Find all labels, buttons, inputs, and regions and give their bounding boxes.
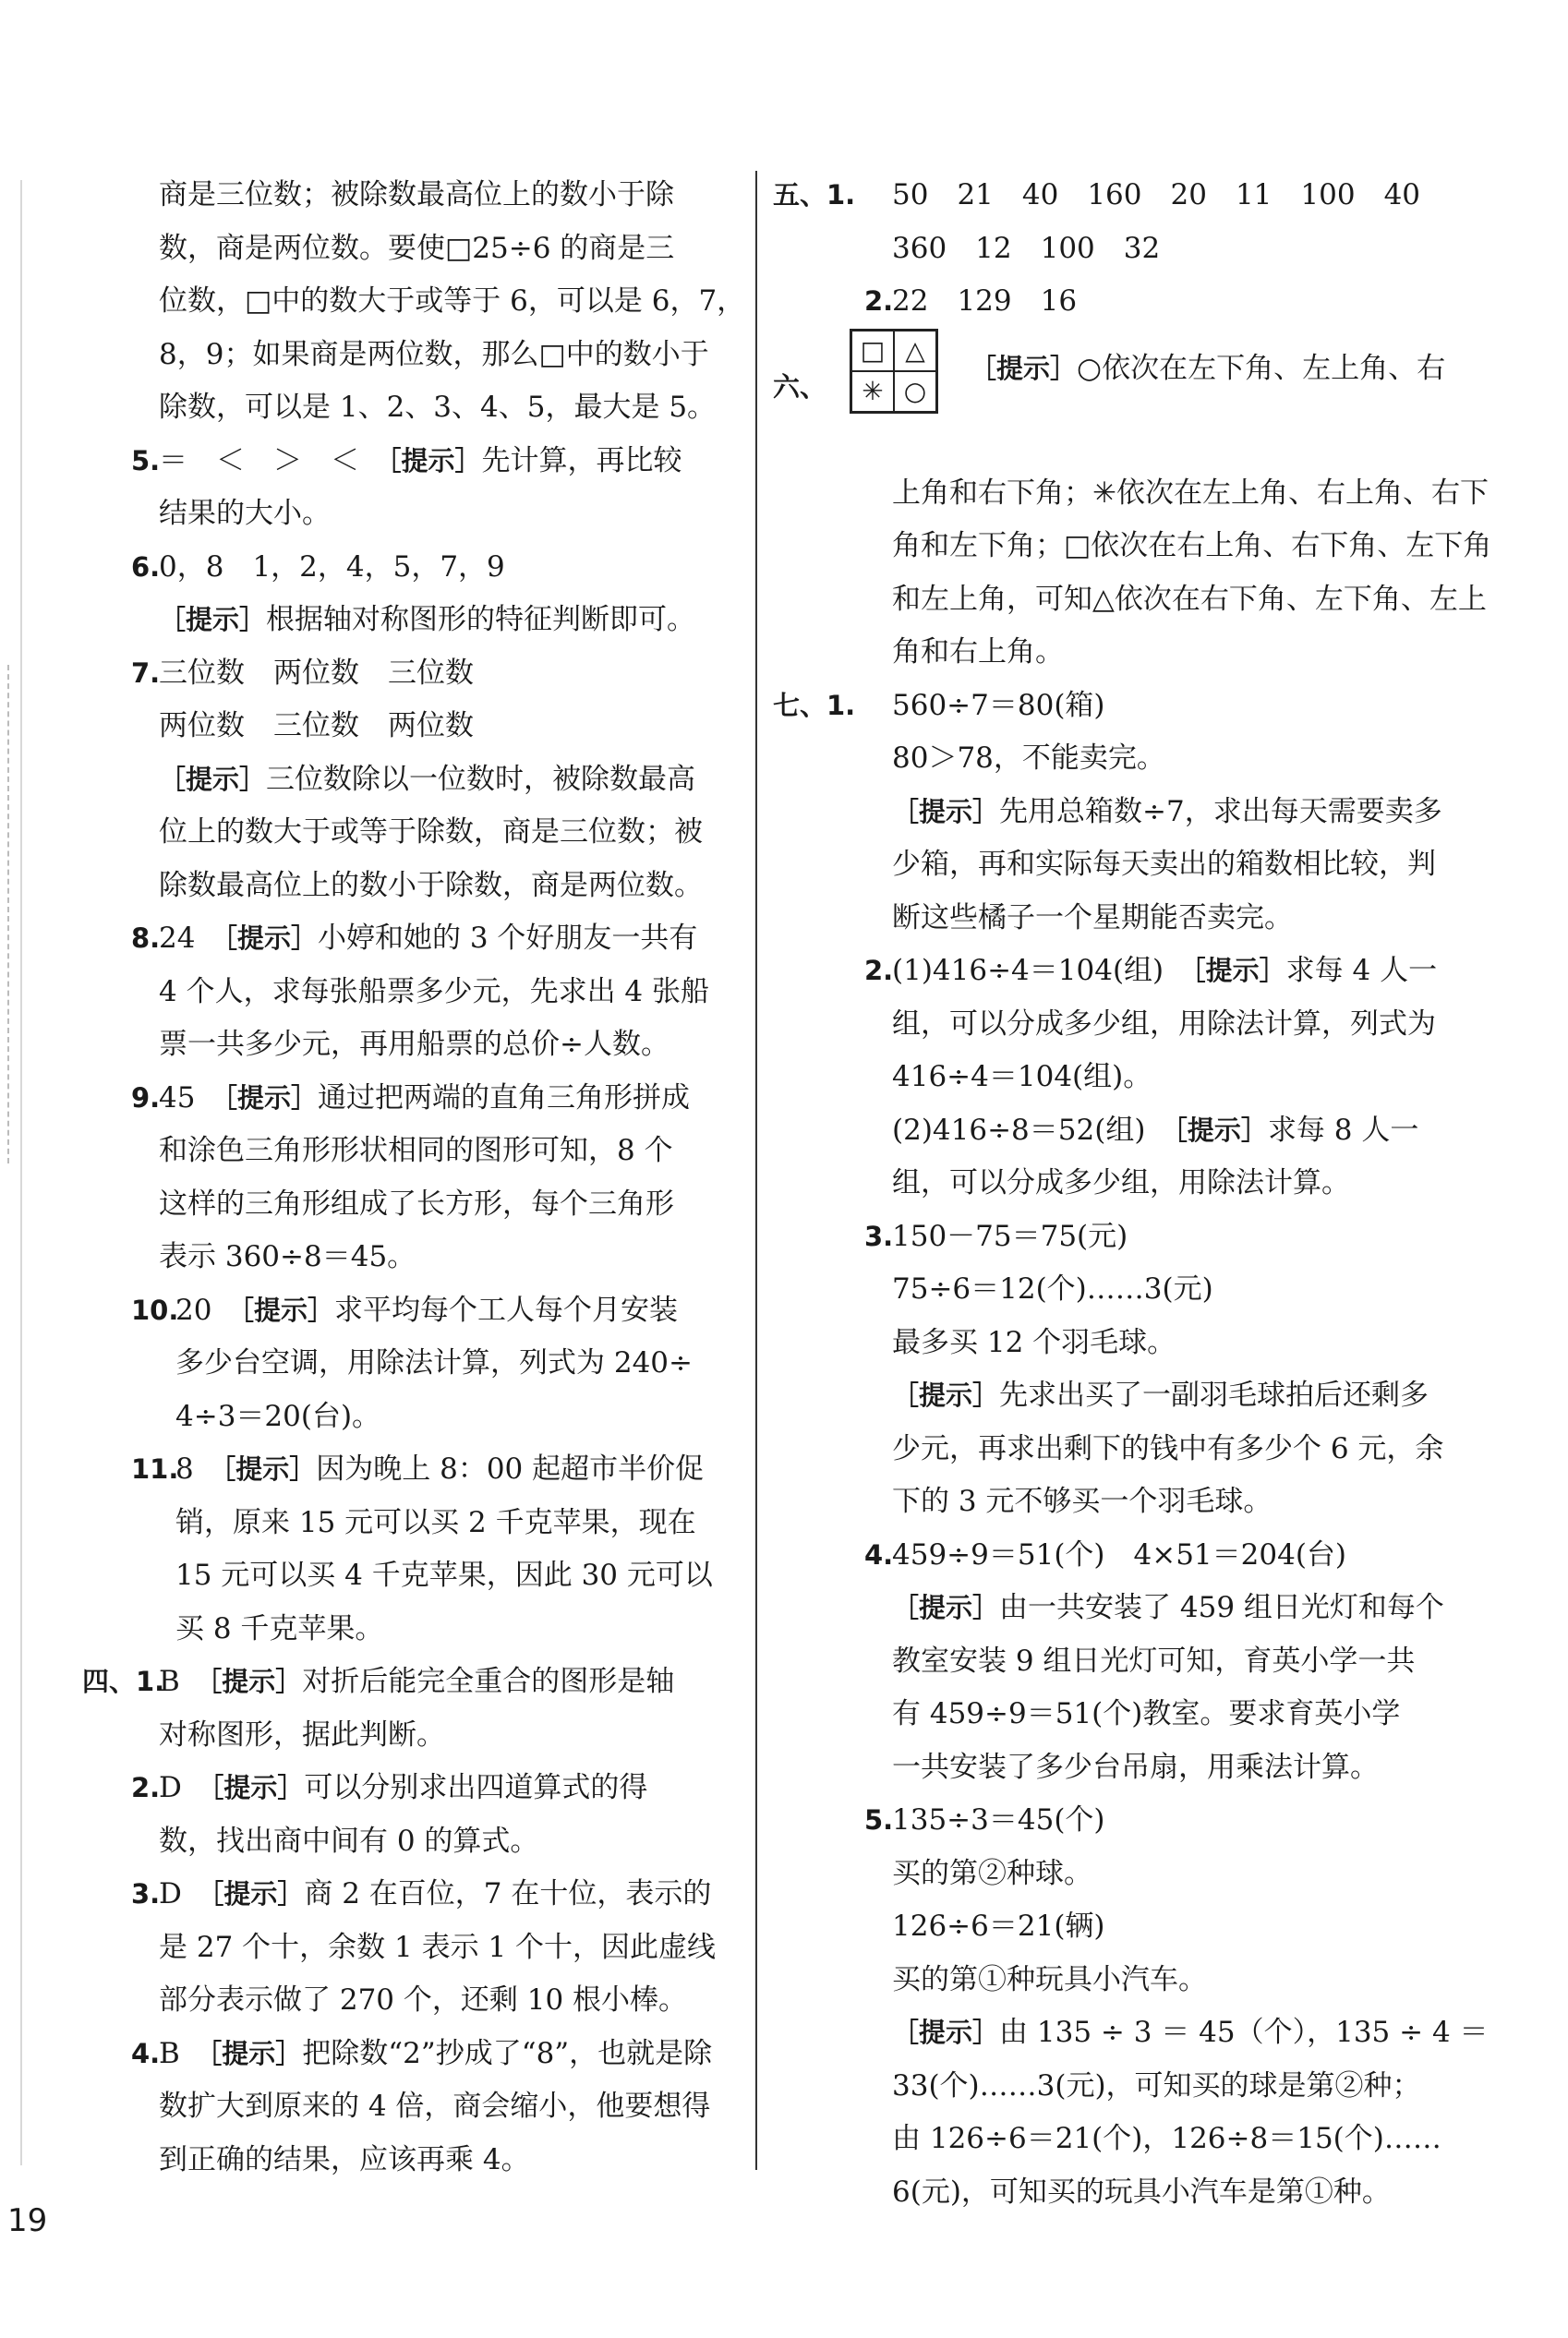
line-text: 部分表示做了 270 个，还剩 10 根小棒。 (159, 1983, 688, 2017)
line-content (892, 732, 1165, 786)
line-content (159, 1815, 538, 1869)
line-content (159, 1762, 647, 1815)
line-content (159, 2134, 530, 2187)
text-line (106, 1922, 734, 1975)
hint-label: ［提示］ (970, 352, 1078, 384)
line-text: 求每 4 人一 (1285, 954, 1438, 987)
line-text: 先计算，再比较 (481, 443, 682, 477)
line-text: 数，商是两位数。要使□25÷6 的商是三 (159, 231, 675, 265)
line-content (892, 1635, 1415, 1689)
text-line (790, 1317, 1464, 1370)
text-line (790, 1582, 1464, 1635)
binding-dashed-line (7, 665, 9, 1163)
line-text: 数，找出商中间有 0 的算式。 (159, 1824, 539, 1858)
grid-symbol: ✳ (851, 371, 894, 412)
grid-symbol: ○ (894, 371, 936, 412)
text-line (106, 1391, 734, 1444)
text-line (790, 838, 1464, 892)
line-content (892, 1582, 1444, 1635)
line-text: 表示 360÷8＝45。 (159, 1240, 416, 1273)
line-content (892, 1211, 1128, 1264)
text-line (106, 2080, 734, 2134)
line-content (892, 680, 1105, 733)
line-content (892, 1263, 1213, 1317)
line-content (175, 1284, 678, 1338)
right-column (773, 169, 1492, 2219)
text-line (106, 1125, 734, 1178)
line-content (159, 1072, 690, 1126)
text-line (106, 1018, 734, 1072)
text-line (790, 1688, 1464, 1741)
text-line (106, 912, 734, 966)
text-line (790, 786, 1464, 839)
line-content (892, 1104, 1418, 1158)
line-content (892, 838, 1436, 892)
text-line (106, 1603, 734, 1657)
text-line (106, 860, 734, 913)
line-text: 由 126÷6＝21(个)，126÷8＝15(个)…… (892, 2122, 1441, 2155)
line-text: 80＞78，不能卖完。 (892, 741, 1165, 775)
line-text: 商 2 在百位，7 在十位，表示的 (304, 1877, 712, 1910)
line-text: 560÷7＝80(箱) (892, 688, 1105, 722)
text-line (773, 680, 1464, 733)
line-text: 因为晚上 8：00 起超市半价促 (316, 1452, 705, 1486)
line-text: (1)416÷4＝104(组) (892, 954, 1193, 987)
text-line (106, 435, 734, 488)
text-line (106, 1178, 734, 1232)
text-line (106, 381, 734, 435)
line-content (175, 1337, 693, 1391)
text-line (790, 2060, 1464, 2114)
line-text: ＝ ＜ ＞ ＜ (159, 443, 388, 477)
line-content (159, 1178, 674, 1232)
hint-label: ［提示］ (223, 922, 318, 954)
hint-label: ［提示］ (240, 1294, 334, 1326)
item-number: 6. (131, 550, 161, 583)
line-text: 少箱，再和实际每天卖出的箱数相比较，判 (892, 848, 1436, 881)
hint-label: ［提示］ (222, 1453, 317, 1485)
line-text: 最多买 12 个羽毛球。 (892, 1325, 1176, 1359)
line-content (892, 1423, 1443, 1476)
text-line (106, 1072, 734, 1126)
text-line (790, 520, 1492, 573)
line-text: 买 8 千克苹果。 (175, 1611, 384, 1645)
line-content (892, 2113, 1441, 2166)
text-line (106, 806, 734, 860)
text-line (106, 1815, 734, 1869)
line-content (159, 1125, 673, 1178)
text-line (790, 945, 1464, 998)
text-line (106, 1709, 734, 1763)
line-text: 33(个)……3(元)，可知买的球是第②种； (892, 2068, 1421, 2103)
line-text: 角和左下角；□依次在右上角、右下角、左下角 (892, 529, 1492, 562)
text-line (790, 1369, 1464, 1423)
line-content (892, 786, 1442, 839)
line-content (892, 945, 1437, 998)
line-text: B (159, 1665, 209, 1698)
text-line (790, 1104, 1464, 1158)
line-content (892, 1848, 1092, 1901)
line-content (892, 275, 1077, 329)
hint-label: ［提示］ (210, 1878, 305, 1910)
line-content (892, 1688, 1400, 1741)
line-content (159, 860, 703, 913)
text-line (790, 2166, 1464, 2220)
line-content (159, 541, 505, 595)
line-content (175, 1497, 696, 1550)
line-text: 和涂色三角形形状相同的图形可知，8 个 (159, 1134, 673, 1167)
text-line (790, 1476, 1464, 1529)
item-number: 2. (864, 285, 894, 317)
text-line (790, 1794, 1464, 1848)
line-content (159, 647, 474, 701)
line-content (892, 1051, 1152, 1104)
line-content (892, 2060, 1421, 2114)
line-text: 销，原来 15 元可以买 2 千克苹果，现在 (175, 1505, 696, 1539)
line-content (892, 169, 1420, 223)
line-text: 小婷和她的 3 个好朋友一共有 (317, 922, 698, 955)
text-line (790, 1263, 1464, 1317)
line-text: 由一共安装了 459 组日光灯和每个 (999, 1591, 1444, 1624)
line-content (892, 1794, 1105, 1848)
line-content (159, 700, 474, 753)
line-content (159, 966, 709, 1019)
text-line (106, 1337, 734, 1391)
line-content (175, 1443, 704, 1497)
text-line (790, 1051, 1464, 1104)
line-content (892, 1157, 1350, 1211)
text-line (773, 329, 1464, 467)
hint-label: ［提示］ (892, 1380, 1000, 1411)
line-text: 和左上角，可知△依次在右下角、左下角、左上 (892, 582, 1487, 616)
line-content (892, 1900, 1105, 1954)
hint-label: ［提示］ (892, 1592, 1000, 1623)
text-line (106, 1762, 734, 1815)
line-content (892, 2166, 1391, 2220)
line-text: 24 (159, 922, 224, 955)
line-content (159, 1868, 711, 1922)
line-text: 组，可以分成多少组，用除法计算，列式为 (892, 1006, 1436, 1041)
line-content (892, 892, 1293, 946)
line-text: 先求出买了一副羽毛球拍后还剩多 (999, 1379, 1429, 1412)
text-line (106, 966, 734, 1019)
line-content (159, 1656, 674, 1709)
item-number: 4. (864, 1538, 894, 1571)
line-text: 三位数 两位数 三位数 (159, 656, 474, 690)
line-content (159, 806, 703, 860)
line-content (159, 329, 709, 382)
hint-label: ［提示］ (159, 604, 267, 635)
line-text: 少元，再求出剩下的钱中有多少个 6 元，余 (892, 1431, 1444, 1465)
line-text: 75÷6＝12(个)……3(元) (892, 1272, 1213, 1306)
text-line (106, 1443, 734, 1497)
line-content (159, 753, 695, 807)
line-text: 这样的三角形组成了长方形，每个三角形 (159, 1187, 674, 1221)
item-number: 5. (131, 444, 161, 476)
text-line (790, 1635, 1464, 1689)
line-text: 一共安装了多少台吊扇，用乘法计算。 (892, 1750, 1379, 1784)
line-text: 位数，□中的数大于或等于 6，可以是 6，7， (159, 284, 746, 318)
line-text: 由 135 ÷ 3 ＝ 45（个），135 ÷ 4 ＝ (999, 2016, 1489, 2049)
line-content (892, 1741, 1379, 1795)
text-line (106, 169, 734, 223)
line-text: 先用总箱数÷7，求出每天需要卖多 (999, 794, 1442, 828)
text-line (106, 1231, 734, 1284)
line-content (159, 1709, 445, 1763)
item-number: 8. (131, 922, 161, 954)
line-text: 把除数“2”抄成了“8”，也就是除 (302, 2036, 713, 2070)
line-text: 0，8 1，2，4，5，7，9 (159, 549, 505, 584)
line-text: 位上的数大于或等于除数，商是三位数；被 (159, 815, 703, 849)
line-text: B (159, 2036, 209, 2070)
line-content (175, 1391, 380, 1444)
text-line (790, 467, 1489, 521)
text-line (790, 2113, 1464, 2166)
text-line (106, 594, 734, 647)
line-text: 15 元可以买 4 千克苹果，因此 30 元可以 (175, 1559, 713, 1592)
line-text: 是 27 个十，余数 1 表示 1 个十，因此虚线 (159, 1930, 717, 1964)
item-number: 5. (864, 1804, 894, 1836)
line-text: 对称图形，据此判断。 (159, 1717, 445, 1752)
line-text: 求每 8 人一 (1267, 1113, 1419, 1147)
line-text: 求平均每个工人每个月安装 (333, 1293, 678, 1327)
line-content (892, 1317, 1176, 1370)
line-content (892, 626, 1064, 680)
line-text: 20 (175, 1293, 241, 1327)
hint-label: ［提示］ (208, 2037, 303, 2069)
line-content (892, 1369, 1429, 1423)
text-line (106, 223, 734, 276)
line-text: 商是三位数；被除数最高位上的数小于除 (159, 178, 674, 211)
text-line (790, 1211, 1464, 1264)
text-line (82, 1656, 734, 1709)
line-content (159, 594, 695, 647)
line-text: 数扩大到原来的 4 倍，商会缩小，他要想得 (159, 2090, 711, 2123)
line-content (159, 381, 716, 435)
text-line (106, 1497, 734, 1550)
line-text: 有 459÷9＝51(个)教室。要求育英小学 (892, 1697, 1401, 1730)
hint-label: ［提示］ (1192, 955, 1286, 986)
item-number: 11. (131, 1453, 179, 1485)
text-line (790, 223, 1464, 276)
section-number: 七、1. (773, 689, 856, 721)
text-line (790, 1529, 1464, 1583)
line-text: 除数最高位上的数小于除数，商是两位数。 (159, 868, 703, 902)
text-line (790, 1157, 1464, 1211)
item-number: 10. (131, 1294, 179, 1326)
line-content (159, 1231, 416, 1284)
line-content (892, 573, 1487, 627)
hint-label: ［提示］ (388, 444, 482, 476)
line-content (159, 1018, 669, 1072)
grid-symbol: □ (851, 331, 894, 371)
text-line (106, 329, 734, 382)
line-text: 通过把两端的直角三角形拼成 (317, 1080, 690, 1115)
text-line (790, 892, 1464, 946)
line-content (159, 169, 674, 223)
line-content (159, 2028, 712, 2081)
text-line (790, 1848, 1464, 1901)
text-line (790, 1741, 1464, 1795)
line-text: 上角和右下角；✳依次在左上角、右上角、右下 (892, 476, 1489, 510)
line-text: ○依次在左下角、左上角、右 (1077, 351, 1446, 385)
item-number: 3. (131, 1878, 161, 1910)
line-text: 150－75＝75(元) (892, 1219, 1128, 1253)
text-line (106, 541, 734, 595)
line-text: 360 12 100 32 (892, 231, 1161, 265)
line-content (892, 998, 1436, 1052)
line-text: 角和右上角。 (892, 635, 1064, 669)
line-text: 459÷9＝51(个) 4×51＝204(台) (892, 1537, 1347, 1572)
line-content (159, 1974, 687, 2028)
line-text: D (159, 1771, 211, 1804)
line-content (892, 223, 1160, 276)
line-text: (2)416÷8＝52(组) (892, 1113, 1175, 1147)
line-text: D (159, 1877, 211, 1910)
line-text: 4 个人，求每张船票多少元，先求出 4 张船 (159, 974, 710, 1008)
text-line (106, 275, 746, 329)
hint-label: ［提示］ (223, 1081, 318, 1114)
text-line (106, 2134, 734, 2187)
line-content (892, 2007, 1489, 2060)
item-number: 2. (864, 955, 894, 986)
line-text: 8 (175, 1452, 223, 1486)
section-number: 四、1. (82, 1666, 165, 1697)
text-line (790, 1900, 1464, 1954)
line-content (175, 1549, 713, 1603)
text-line (790, 573, 1487, 627)
text-line (106, 1549, 734, 1603)
text-line (790, 626, 1464, 680)
text-line (790, 1954, 1464, 2007)
line-text: 135÷3＝45(个) (892, 1803, 1105, 1837)
line-text: 买的第②种球。 (892, 1856, 1092, 1890)
item-number: 4. (131, 2037, 161, 2069)
text-line (106, 488, 734, 541)
line-text: 组，可以分成多少组，用除法计算。 (892, 1166, 1350, 1199)
line-content (159, 2080, 710, 2134)
line-content (970, 343, 1445, 396)
page-number: 19 (7, 2202, 48, 2239)
text-line (106, 647, 734, 701)
left-column (82, 169, 746, 2187)
item-number: 2. (131, 1772, 161, 1803)
line-content (159, 1922, 716, 1975)
line-content (892, 1476, 1272, 1529)
hint-label: ［提示］ (892, 795, 1000, 827)
line-text: 4÷3＝20(台)。 (175, 1399, 381, 1433)
line-text: 除数，可以是 1、2、3、4、5，最大是 5。 (159, 391, 717, 424)
hint-label: ［提示］ (1174, 1114, 1268, 1146)
text-line (790, 998, 1464, 1052)
item-number: 9. (131, 1081, 161, 1114)
line-text: 买的第①种玩具小汽车。 (892, 1962, 1207, 1996)
text-line (106, 700, 734, 753)
line-content (159, 488, 331, 541)
line-text: 教室安装 9 组日光灯可知，育英小学一共 (892, 1644, 1416, 1678)
text-line (106, 1974, 734, 2028)
text-line (106, 1868, 734, 1922)
line-text: 可以分别求出四道算式的得 (304, 1771, 648, 1804)
text-line (790, 2007, 1489, 2060)
line-text: 下的 3 元不够买一个羽毛球。 (892, 1485, 1272, 1518)
text-line (790, 1423, 1464, 1476)
line-text: 126÷6＝21(辆) (892, 1910, 1105, 1943)
hint-label: ［提示］ (210, 1772, 305, 1803)
line-text: 416÷4＝104(组)。 (892, 1060, 1152, 1093)
text-line (773, 169, 1464, 223)
grid-symbol: △ (894, 331, 936, 371)
line-content (159, 912, 697, 966)
line-text: 6(元)，可知买的玩具小汽车是第①种。 (892, 2175, 1391, 2209)
line-content (159, 435, 682, 488)
text-line (106, 2028, 734, 2081)
line-text: 多少台空调，用除法计算，列式为 240÷ (175, 1346, 693, 1380)
line-content (892, 467, 1489, 521)
line-text: 根据轴对称图形的特征判断即可。 (266, 603, 696, 636)
text-line (106, 1284, 734, 1338)
section-number: 五、1. (773, 179, 856, 211)
line-content (175, 1603, 383, 1657)
line-text: 票一共多少元，再用船票的总价÷人数。 (159, 1028, 669, 1061)
line-text: 两位数 三位数 两位数 (159, 709, 474, 742)
hint-label: ［提示］ (208, 1666, 303, 1697)
section-number: 六、 (773, 370, 827, 403)
text-line (790, 732, 1464, 786)
line-text: 结果的大小。 (159, 497, 331, 530)
text-line (790, 275, 1464, 329)
line-text: 22 129 16 (892, 284, 1078, 318)
text-line (106, 753, 734, 807)
symbol-grid (850, 329, 938, 414)
item-number: 7. (131, 657, 161, 689)
left-margin-rule (20, 180, 22, 2165)
line-content (159, 275, 745, 329)
column-divider (755, 171, 757, 2170)
line-text: 断这些橘子一个星期能否卖完。 (892, 900, 1293, 934)
line-text: 50 21 40 160 20 11 100 40 (892, 178, 1421, 211)
line-content (892, 1529, 1346, 1583)
line-text: 对折后能完全重合的图形是轴 (302, 1665, 675, 1698)
line-text: 45 (159, 1080, 224, 1115)
line-content (892, 520, 1491, 573)
line-text: 8，9；如果商是两位数，那么□中的数小于 (159, 337, 709, 371)
line-content (159, 223, 674, 276)
line-text: 三位数除以一位数时，被除数最高 (266, 762, 696, 796)
line-content (892, 1954, 1207, 2007)
hint-label: ［提示］ (892, 2017, 1000, 2048)
line-text: 到正确的结果，应该再乘 4。 (159, 2142, 530, 2176)
hint-label: ［提示］ (159, 763, 267, 795)
item-number: 3. (864, 1220, 894, 1252)
